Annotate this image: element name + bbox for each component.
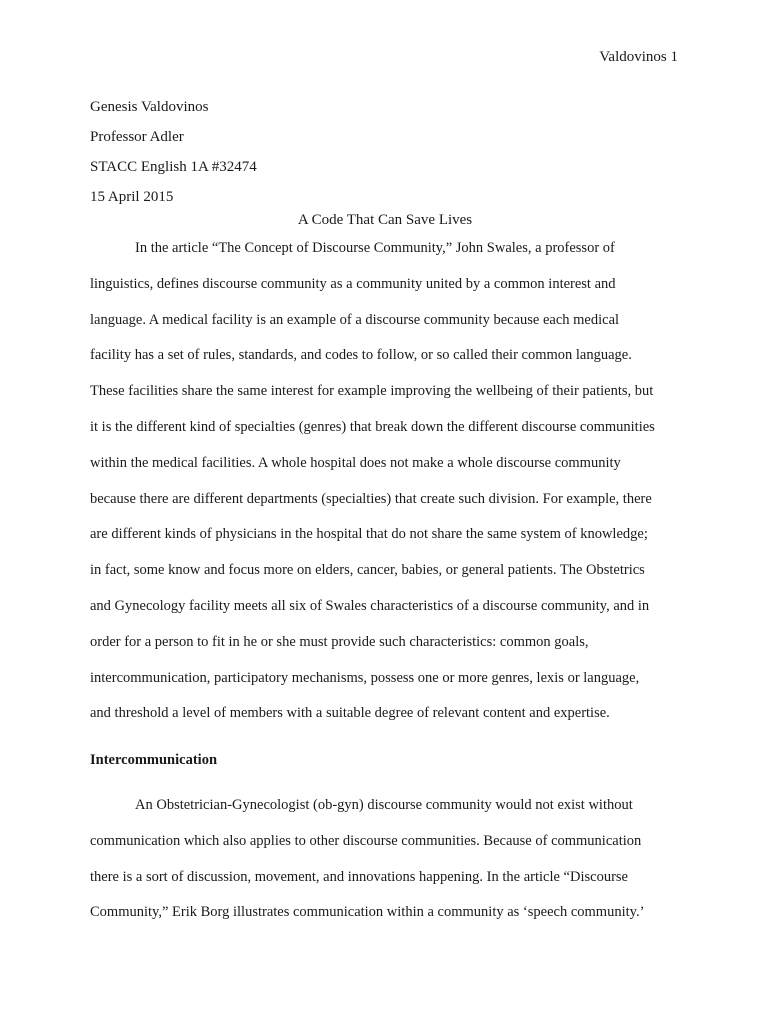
section-heading: Intercommunication bbox=[90, 752, 218, 768]
mla-heading bbox=[90, 92, 680, 212]
paragraph-line: and threshold a level of members with a suitable degree of relevant content and expertise. bbox=[90, 705, 610, 722]
essay-title: A Code That Can Save Lives bbox=[297, 212, 473, 228]
paragraph-line: language. A medical facility is an example of a discourse community because each medical bbox=[90, 311, 620, 328]
paragraph-2 bbox=[90, 793, 680, 936]
paragraph-line: communication which also applies to other discourse communities. Because of communication bbox=[90, 832, 642, 849]
paragraph-line: within the medical facilities. A whole hospital does not make a whole discourse community bbox=[90, 454, 621, 471]
paragraph-line: Community,” Erik Borg illustrates communication within a community as ‘speech community.’ bbox=[90, 904, 645, 921]
paragraph-line: and Gynecology facility meets all six of Swales characteristics of a discourse community, and in bbox=[90, 597, 650, 614]
running-head: Valdovinos 1 bbox=[599, 49, 678, 65]
paragraph-line: facility has a set of rules, standards, and codes to follow, or so called their common language. bbox=[90, 347, 632, 364]
paragraph-line: intercommunication, participatory mechanisms, possess one or more genres, lexis or language, bbox=[90, 669, 640, 686]
paragraph-line: In the article “The Concept of Discourse Community,” John Swales, a professor of bbox=[135, 240, 615, 256]
paragraph-line: order for a person to fit in he or she must provide such characteristics: common goals, bbox=[90, 633, 589, 650]
paragraph-line: it is the different kind of specialties (genres) that break down the different discourse communities bbox=[90, 418, 655, 435]
paragraph-line: An Obstetrician-Gynecologist (ob-gyn) discourse community would not exist without bbox=[135, 797, 633, 813]
paragraph-1 bbox=[90, 236, 680, 737]
professor-name: Professor Adler bbox=[90, 129, 184, 145]
essay-date: 15 April 2015 bbox=[90, 189, 174, 205]
paragraph-line: are different kinds of physicians in the hospital that do not share the same system of knowledge; bbox=[90, 526, 648, 543]
course-name: STACC English 1A #32474 bbox=[90, 159, 257, 175]
student-name: Genesis Valdovinos bbox=[90, 99, 209, 115]
paragraph-line: linguistics, defines discourse community as a community united by a common interest and bbox=[90, 275, 616, 292]
paragraph-line: there is a sort of discussion, movement, and innovations happening. In the article “Discourse bbox=[90, 868, 628, 885]
paragraph-line: because there are different departments (specialties) that create such division. For example, there bbox=[90, 490, 652, 507]
paragraph-line: in fact, some know and focus more on elders, cancer, babies, or general patients. The Obstetrics bbox=[90, 562, 645, 579]
paragraph-line: These facilities share the same interest for example improving the wellbeing of their patients, but bbox=[90, 383, 654, 400]
